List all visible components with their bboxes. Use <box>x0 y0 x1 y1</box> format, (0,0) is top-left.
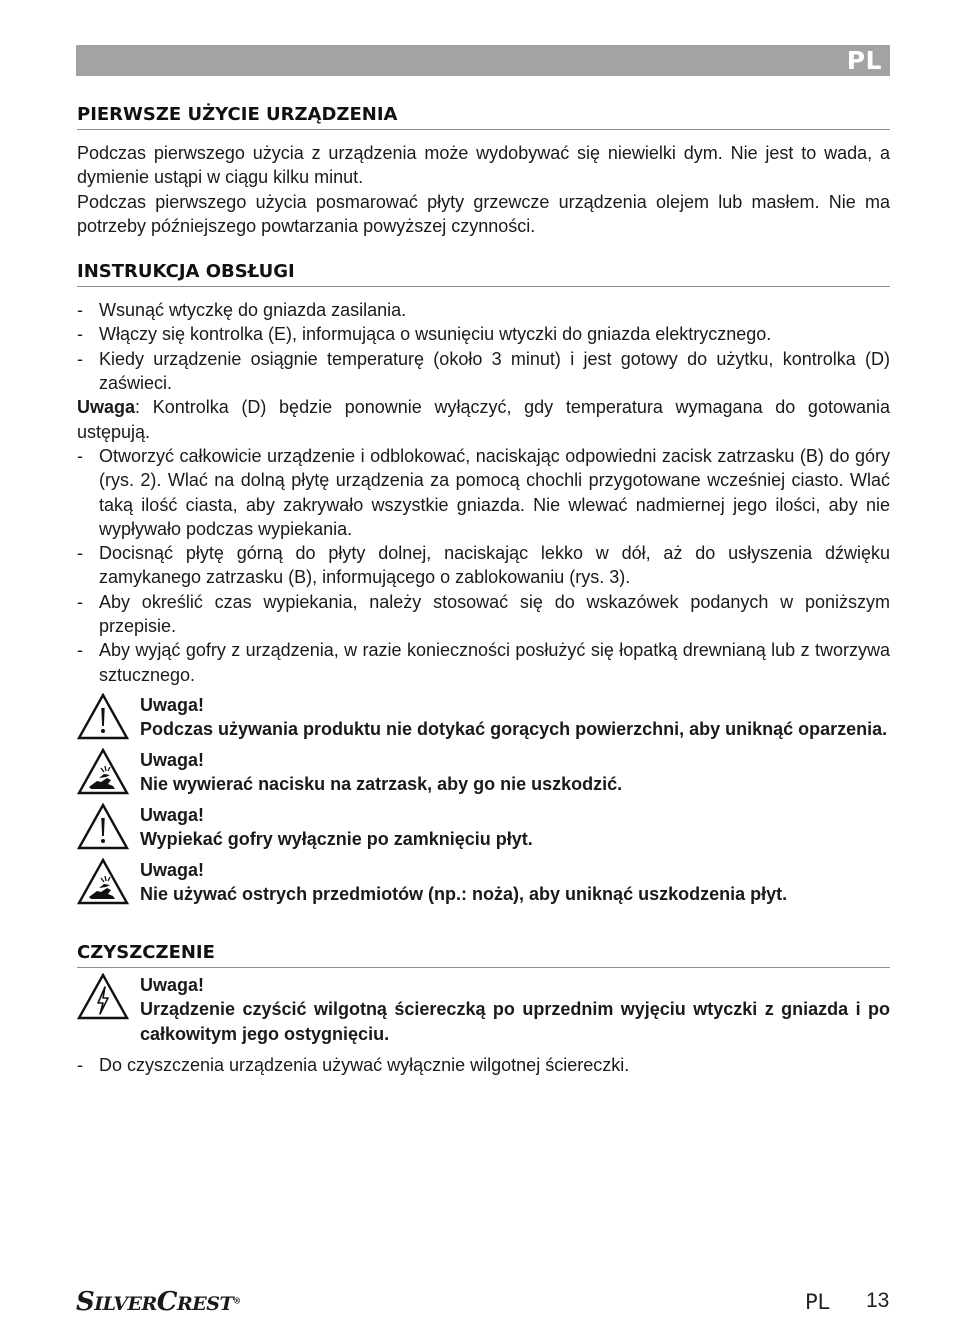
note <box>77 395 890 444</box>
warning-title: Uwaga! <box>140 804 205 825</box>
list-item: - Kiedy urządzenie osiągnie temperaturę (około 3 minut) i jest gotowy do użytku, kontrolka (D) zaświeci. <box>77 348 890 394</box>
language-code: PL <box>846 46 882 75</box>
list-item: - Otworzyć całkowicie urządzenie i odblokować, naciskając odpowiedni zacisk zatrzasku (B) do góry (rys. 2). Wlać na dolną płytę urządzenia za pomocą chochli przygotowane wcześniej ciasto. Wlać taką ilość ciasta, aby zakrywało wszystkie gniazda. Nie wlewać nadmiernej jego ilości, aby nie wypływało podczas wypiekania. <box>77 445 890 539</box>
exclamation-warning-icon <box>77 803 129 851</box>
warning-block <box>77 748 890 798</box>
instruction-list <box>77 298 890 687</box>
warning-title: Uwaga! <box>140 859 205 880</box>
warning-title: Uwaga! <box>140 974 205 995</box>
page-content <box>77 104 890 1077</box>
list-item: - Wsunąć wtyczkę do gniazda zasilania. <box>77 300 407 321</box>
cleaning-warning <box>77 973 890 1046</box>
section-operating-instructions <box>77 261 890 908</box>
section-title-first-use: PIERWSZE UŻYCIE URZĄDZENIA <box>77 104 890 130</box>
warning-text: Nie wywierać nacisku na zatrzask, aby go nie uszkodzić. <box>140 774 623 795</box>
note-label: Uwaga <box>77 397 136 418</box>
first-use-text <box>77 141 890 238</box>
warning-text: Podczas używania produktu nie dotykać gorących powierzchni, aby uniknąć oparzenia. <box>140 719 888 740</box>
warning-title: Uwaga! <box>140 694 205 715</box>
paragraph: Podczas pierwszego użycia posmarować płyty grzewcze urządzenia olejem lub masłem. Nie ma potrzeby późniejszego powtarzania powyższej czynności. <box>77 191 890 236</box>
warning-text: Wypiekać gofry wyłącznie po zamknięciu płyt. <box>140 829 533 850</box>
warnings-list <box>77 693 890 908</box>
section-cleaning <box>77 942 890 1077</box>
electric-shock-warning-icon <box>77 973 129 1021</box>
list-item: - Aby wyjąć gofry z urządzenia, w razie konieczności posłużyć się łopatką drewnianą lub z tworzywa sztucznego. <box>77 640 890 685</box>
section-title-cleaning: CZYSZCZENIE <box>77 942 890 968</box>
brand-logo: SILVERCREST® <box>76 1287 241 1317</box>
warning-block <box>77 693 890 743</box>
warning-title: Uwaga! <box>140 749 205 770</box>
warning-text: Nie używać ostrych przedmiotów (np.: noża), aby uniknąć uszkodzenia płyt. <box>140 884 788 905</box>
hand-crush-warning-icon <box>77 858 129 906</box>
list-item: - Aby określić czas wypiekania, należy stosować się do wskazówek podanych w poniższym przepisie. <box>77 591 890 637</box>
section-first-use <box>77 104 890 238</box>
section-title-operating: INSTRUKCJA OBSŁUGI <box>77 261 890 287</box>
list-item: - Do czyszczenia urządzenia używać wyłącznie wilgotnej ściereczki. <box>77 1054 630 1075</box>
warning-text: Urządzenie czyścić wilgotną ściereczką po uprzednim wyjęciu wtyczki z gniazda i po całkowitym jego ostygnięciu. <box>140 999 890 1044</box>
exclamation-warning-icon <box>77 693 129 741</box>
paragraph: Podczas pierwszego użycia z urządzenia może wydobywać się niewielki dym. Nie jest to wada, a dymienie ustąpi w ciągu kilku minut. <box>77 143 890 188</box>
hand-crush-warning-icon <box>77 748 129 796</box>
warning-block <box>77 803 890 853</box>
warning-block <box>77 858 890 908</box>
list-item: - Docisnąć płytę górną do płyty dolnej, naciskając lekko w dół, aż do usłyszenia dźwięku zamykanego zatrzasku (B), informującego o zablokowaniu (rys. 3). <box>77 543 890 588</box>
language-header-bar <box>76 45 890 76</box>
warning-block <box>77 973 890 1046</box>
footer-language: PL <box>805 1290 830 1314</box>
page-number: 13 <box>866 1289 890 1312</box>
note-text: : Kontrolka (D) będzie ponownie wyłączyć, gdy temperatura wymagana do gotowania ustępują. <box>77 397 890 442</box>
list-item: - Włączy się kontrolka (E), informująca o wsunięciu wtyczki do gniazda elektrycznego. <box>77 324 772 345</box>
